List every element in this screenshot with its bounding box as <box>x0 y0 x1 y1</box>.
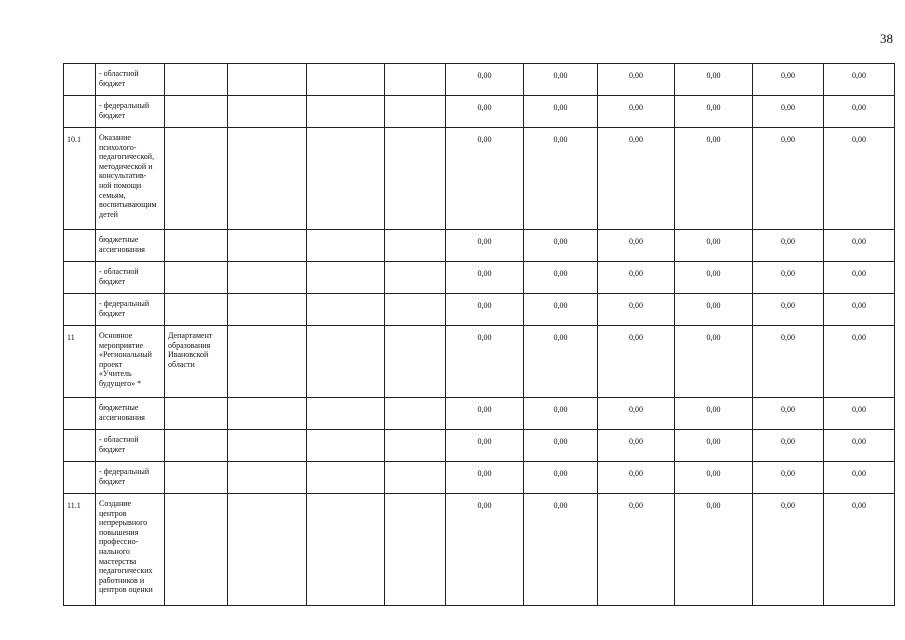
value-cell: 0,00 <box>524 326 598 398</box>
value-cell: 0,00 <box>675 294 753 326</box>
value-cell: 0,00 <box>824 398 895 430</box>
value-cell: 0,00 <box>446 128 524 230</box>
empty-cell <box>385 64 446 96</box>
table-row <box>64 462 895 494</box>
value-cell: 0,00 <box>824 294 895 326</box>
value-cell: 0,00 <box>753 64 824 96</box>
table-row <box>64 64 895 96</box>
item-name-cell: бюджетные ассигнования <box>96 398 165 430</box>
empty-cell <box>385 462 446 494</box>
value-cell: 0,00 <box>524 398 598 430</box>
empty-cell <box>307 128 385 230</box>
row-number-cell <box>64 64 96 96</box>
value-cell: 0,00 <box>753 262 824 294</box>
table-row <box>64 262 895 294</box>
empty-cell <box>228 96 307 128</box>
value-cell: 0,00 <box>446 64 524 96</box>
empty-cell <box>385 398 446 430</box>
value-cell: 0,00 <box>753 494 824 606</box>
value-cell: 0,00 <box>598 326 675 398</box>
value-cell: 0,00 <box>753 398 824 430</box>
executor-cell <box>165 96 228 128</box>
value-cell: 0,00 <box>675 230 753 262</box>
value-cell: 0,00 <box>446 494 524 606</box>
row-number-cell: 11 <box>64 326 96 398</box>
value-cell: 0,00 <box>446 96 524 128</box>
table-row <box>64 494 895 606</box>
executor-cell <box>165 398 228 430</box>
executor-cell <box>165 230 228 262</box>
value-cell: 0,00 <box>824 64 895 96</box>
value-cell: 0,00 <box>824 230 895 262</box>
value-cell: 0,00 <box>675 128 753 230</box>
value-cell: 0,00 <box>675 96 753 128</box>
value-cell: 0,00 <box>524 96 598 128</box>
item-name-cell: - федеральный бюджет <box>96 462 165 494</box>
executor-cell: Департамент образования Ивановской области <box>165 326 228 398</box>
row-number-cell <box>64 96 96 128</box>
executor-cell <box>165 430 228 462</box>
empty-cell <box>385 430 446 462</box>
value-cell: 0,00 <box>598 230 675 262</box>
empty-cell <box>307 262 385 294</box>
value-cell: 0,00 <box>446 294 524 326</box>
table-body <box>64 64 895 606</box>
row-number-cell: 10.1 <box>64 128 96 230</box>
value-cell: 0,00 <box>675 64 753 96</box>
value-cell: 0,00 <box>753 294 824 326</box>
value-cell: 0,00 <box>524 128 598 230</box>
table-row <box>64 430 895 462</box>
value-cell: 0,00 <box>753 462 824 494</box>
empty-cell <box>228 64 307 96</box>
empty-cell <box>307 64 385 96</box>
value-cell: 0,00 <box>524 494 598 606</box>
row-number-cell <box>64 294 96 326</box>
empty-cell <box>307 230 385 262</box>
row-number-cell: 11.1 <box>64 494 96 606</box>
value-cell: 0,00 <box>753 326 824 398</box>
value-cell: 0,00 <box>598 96 675 128</box>
value-cell: 0,00 <box>824 326 895 398</box>
executor-cell <box>165 462 228 494</box>
empty-cell <box>228 230 307 262</box>
item-name-cell: - федеральный бюджет <box>96 96 165 128</box>
value-cell: 0,00 <box>446 430 524 462</box>
item-name-cell: Основное мероприятие «Региональный проект «Учитель будущего» * <box>96 326 165 398</box>
empty-cell <box>385 262 446 294</box>
empty-cell <box>307 430 385 462</box>
empty-cell <box>385 128 446 230</box>
empty-cell <box>307 494 385 606</box>
table-row <box>64 326 895 398</box>
value-cell: 0,00 <box>524 262 598 294</box>
value-cell: 0,00 <box>824 430 895 462</box>
executor-cell <box>165 494 228 606</box>
row-number-cell <box>64 462 96 494</box>
value-cell: 0,00 <box>824 128 895 230</box>
value-cell: 0,00 <box>753 430 824 462</box>
value-cell: 0,00 <box>753 128 824 230</box>
empty-cell <box>307 294 385 326</box>
item-name-cell: - областной бюджет <box>96 430 165 462</box>
value-cell: 0,00 <box>598 262 675 294</box>
row-number-cell <box>64 230 96 262</box>
value-cell: 0,00 <box>824 462 895 494</box>
table-row <box>64 230 895 262</box>
empty-cell <box>307 462 385 494</box>
value-cell: 0,00 <box>824 96 895 128</box>
item-name-cell: - областной бюджет <box>96 64 165 96</box>
value-cell: 0,00 <box>446 230 524 262</box>
empty-cell <box>385 494 446 606</box>
value-cell: 0,00 <box>675 326 753 398</box>
value-cell: 0,00 <box>598 128 675 230</box>
executor-cell <box>165 128 228 230</box>
empty-cell <box>307 326 385 398</box>
value-cell: 0,00 <box>824 494 895 606</box>
executor-cell <box>165 294 228 326</box>
value-cell: 0,00 <box>598 462 675 494</box>
empty-cell <box>228 294 307 326</box>
row-number-cell <box>64 398 96 430</box>
value-cell: 0,00 <box>524 230 598 262</box>
value-cell: 0,00 <box>598 294 675 326</box>
value-cell: 0,00 <box>524 430 598 462</box>
table-row <box>64 96 895 128</box>
empty-cell <box>385 96 446 128</box>
value-cell: 0,00 <box>524 462 598 494</box>
empty-cell <box>307 96 385 128</box>
value-cell: 0,00 <box>446 398 524 430</box>
value-cell: 0,00 <box>446 462 524 494</box>
value-cell: 0,00 <box>675 462 753 494</box>
row-number-cell <box>64 430 96 462</box>
table-row <box>64 128 895 230</box>
empty-cell <box>228 430 307 462</box>
value-cell: 0,00 <box>598 430 675 462</box>
value-cell: 0,00 <box>675 430 753 462</box>
value-cell: 0,00 <box>524 64 598 96</box>
table-row <box>64 398 895 430</box>
item-name-cell: - областной бюджет <box>96 262 165 294</box>
value-cell: 0,00 <box>446 326 524 398</box>
value-cell: 0,00 <box>675 494 753 606</box>
item-name-cell: Создание центров непрерывного повышения профессио- нального мастерства педагогических работников и центров оценки <box>96 494 165 606</box>
value-cell: 0,00 <box>753 230 824 262</box>
value-cell: 0,00 <box>675 262 753 294</box>
row-number-cell <box>64 262 96 294</box>
empty-cell <box>228 494 307 606</box>
page-number: 38 <box>880 31 893 46</box>
empty-cell <box>307 398 385 430</box>
value-cell: 0,00 <box>598 398 675 430</box>
value-cell: 0,00 <box>598 64 675 96</box>
executor-cell <box>165 262 228 294</box>
budget-table <box>63 63 895 606</box>
value-cell: 0,00 <box>598 494 675 606</box>
empty-cell <box>385 326 446 398</box>
empty-cell <box>228 398 307 430</box>
item-name-cell: бюджетные ассигнования <box>96 230 165 262</box>
empty-cell <box>228 462 307 494</box>
table-row <box>64 294 895 326</box>
item-name-cell: - федеральный бюджет <box>96 294 165 326</box>
empty-cell <box>228 128 307 230</box>
value-cell: 0,00 <box>446 262 524 294</box>
empty-cell <box>385 294 446 326</box>
empty-cell <box>385 230 446 262</box>
value-cell: 0,00 <box>524 294 598 326</box>
value-cell: 0,00 <box>753 96 824 128</box>
item-name-cell: Оказание психолого- педагогической, методической и консультатив- ной помощи семьям, воспитывающим детей <box>96 128 165 230</box>
value-cell: 0,00 <box>824 262 895 294</box>
executor-cell <box>165 64 228 96</box>
empty-cell <box>228 262 307 294</box>
value-cell: 0,00 <box>675 398 753 430</box>
empty-cell <box>228 326 307 398</box>
